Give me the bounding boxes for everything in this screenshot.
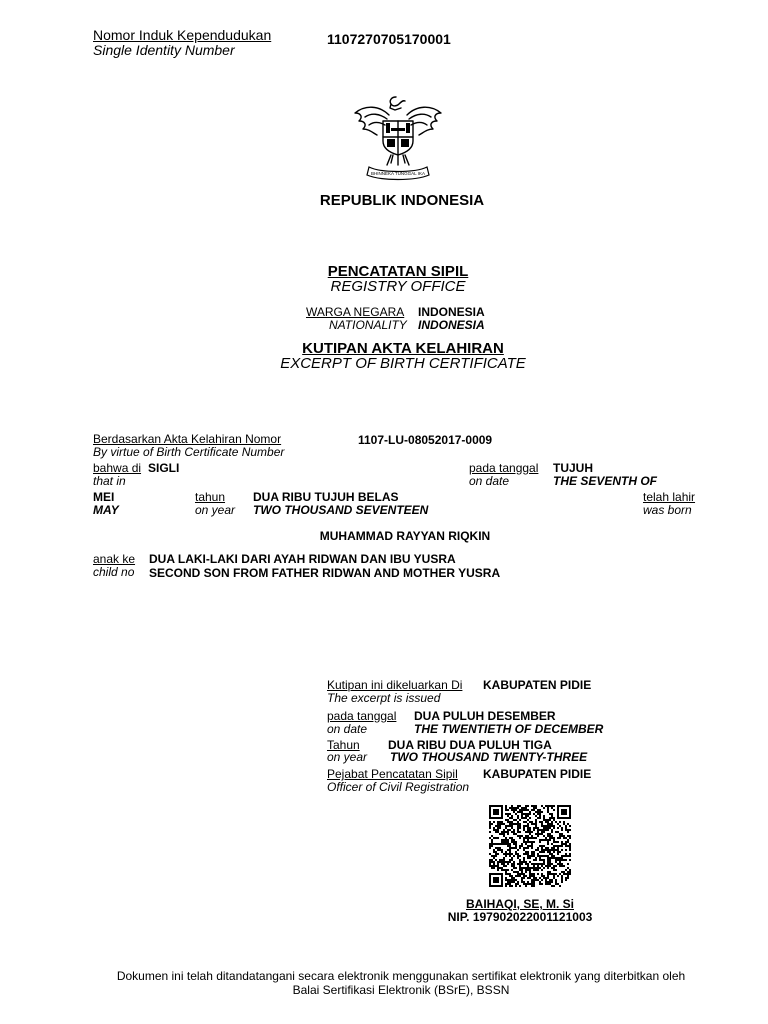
issue-year-label: Tahun bbox=[327, 738, 360, 752]
nationality-value-en: INDONESIA bbox=[418, 318, 485, 332]
signatory-nip: NIP. 197902022001121003 bbox=[447, 910, 593, 924]
place-value: SIGLI bbox=[148, 461, 180, 475]
signatory-name: BAIHAQI, SE, M. Si bbox=[465, 897, 574, 911]
nationality-label-en: NATIONALITY bbox=[329, 318, 407, 332]
nik-label: Nomor Induk Kependudukan bbox=[93, 27, 272, 43]
child-name: MUHAMMAD RAYYAN RIQKIN bbox=[319, 529, 491, 543]
emblem-motto: BHINNEKA TUNGGAL IKA bbox=[370, 171, 426, 176]
qr-finder-pattern bbox=[490, 874, 502, 886]
officer-label: Pejabat Pencatatan Sipil bbox=[327, 767, 458, 781]
nik-value: 1107270705170001 bbox=[327, 31, 451, 47]
issue-year-value-en: TWO THOUSAND TWENTY-THREE bbox=[390, 750, 588, 764]
child-no-label-en: child no bbox=[93, 565, 135, 579]
qr-code-icon[interactable] bbox=[489, 805, 571, 887]
birth-month-value-en: MAY bbox=[93, 503, 119, 517]
born-label: telah lahir bbox=[643, 490, 696, 504]
child-no-label: anak ke bbox=[93, 552, 136, 566]
issue-year-value: DUA RIBU DUA PULUH TIGA bbox=[388, 738, 552, 752]
place-label: bahwa di bbox=[93, 461, 142, 475]
qr-finder-pattern bbox=[490, 806, 502, 818]
issue-date-value-en: THE TWENTIETH OF DECEMBER bbox=[414, 722, 604, 736]
footer-line-1: Dokumen ini telah ditandatangani secara elektronik menggunakan sertifikat elektronik yang diterbitkan oleh bbox=[116, 969, 686, 983]
issued-label-en: The excerpt is issued bbox=[327, 691, 441, 705]
office-title-en: REGISTRY OFFICE bbox=[330, 278, 466, 295]
basis-label: Berdasarkan Akta Kelahiran Nomor bbox=[93, 432, 282, 446]
birth-year-value: DUA RIBU TUJUH BELAS bbox=[253, 490, 399, 504]
nationality-label: WARGA NEGARA bbox=[306, 305, 405, 319]
issued-place: KABUPATEN PIDIE bbox=[483, 678, 592, 692]
place-label-en: that in bbox=[93, 474, 126, 488]
document-title-en: EXCERPT OF BIRTH CERTIFICATE bbox=[280, 355, 526, 372]
issue-date-label-en: on date bbox=[327, 722, 368, 736]
birth-year-label-en: on year bbox=[195, 503, 236, 517]
birth-date-label-en: on date bbox=[469, 474, 510, 488]
birth-year-value-en: TWO THOUSAND SEVENTEEN bbox=[253, 503, 429, 517]
officer-label-en: Officer of Civil Registration bbox=[327, 780, 470, 794]
issue-date-value: DUA PULUH DESEMBER bbox=[414, 709, 556, 723]
issue-date-label: pada tanggal bbox=[327, 709, 397, 723]
garuda-emblem-icon bbox=[351, 91, 445, 183]
birth-day-value-en: THE SEVENTH OF bbox=[553, 474, 658, 488]
footer-line-2: Balai Sertifikasi Elektronik (BSrE), BSSN bbox=[292, 983, 510, 997]
born-label-en: was born bbox=[643, 503, 692, 517]
office-title: PENCATATAN SIPIL bbox=[327, 263, 469, 280]
child-no-value: DUA LAKI-LAKI DARI AYAH RIDWAN DAN IBU YUSRA bbox=[149, 552, 456, 566]
child-no-value-en: SECOND SON FROM FATHER RIDWAN AND MOTHER YUSRA bbox=[149, 566, 501, 580]
birth-year-label: tahun bbox=[195, 490, 226, 504]
issue-year-label-en: on year bbox=[327, 750, 368, 764]
country-title: REPUBLIK INDONESIA bbox=[319, 192, 485, 209]
document-title: KUTIPAN AKTA KELAHIRAN bbox=[302, 340, 504, 357]
birth-month-value: MEI bbox=[93, 490, 115, 504]
nationality-value: INDONESIA bbox=[418, 305, 485, 319]
issued-label: Kutipan ini dikeluarkan Di bbox=[327, 678, 463, 692]
nik-label-en: Single Identity Number bbox=[93, 42, 235, 58]
birth-day-value: TUJUH bbox=[553, 461, 594, 475]
officer-value: KABUPATEN PIDIE bbox=[483, 767, 592, 781]
qr-finder-pattern bbox=[558, 806, 570, 818]
certificate-number: 1107-LU-08052017-0009 bbox=[358, 433, 493, 447]
birth-date-label: pada tanggal bbox=[469, 461, 539, 475]
basis-label-en: By virtue of Birth Certificate Number bbox=[93, 445, 285, 459]
